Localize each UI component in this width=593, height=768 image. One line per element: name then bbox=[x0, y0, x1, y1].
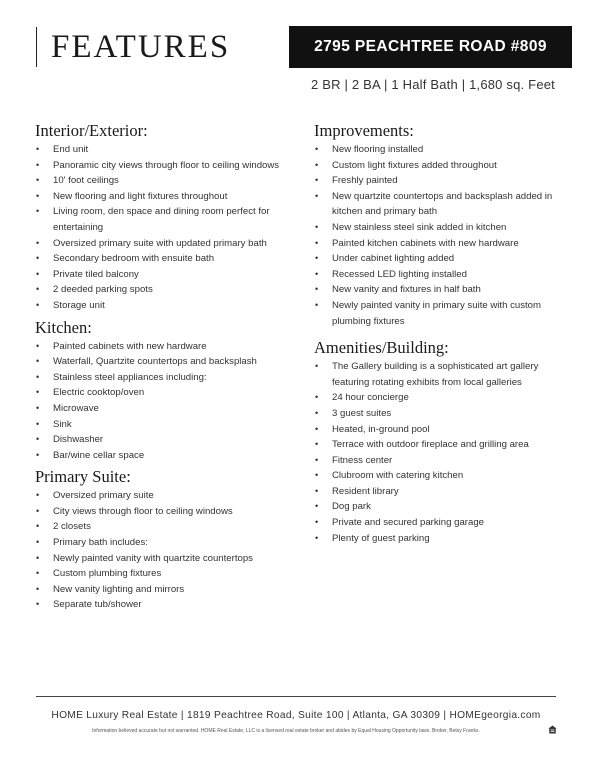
feature-list bbox=[35, 339, 290, 464]
address-text: 2795 PEACHTREE ROAD #809 bbox=[314, 38, 547, 55]
section-kitchen bbox=[35, 318, 290, 464]
list-item: • Primary bath includes: bbox=[35, 535, 290, 551]
list-item: • Clubroom with catering kitchen bbox=[314, 468, 564, 484]
list-item: • Painted cabinets with new hardware bbox=[35, 339, 290, 355]
list-item: • Storage unit bbox=[35, 298, 290, 314]
section-heading: Kitchen: bbox=[35, 317, 92, 337]
page-title: FEATURES bbox=[51, 29, 231, 65]
feature-list bbox=[314, 359, 564, 546]
feature-list bbox=[35, 488, 290, 613]
list-item: • Fitness center bbox=[314, 453, 564, 469]
section-interior-exterior bbox=[35, 121, 290, 314]
footer-disclaimer: Information believed accurate but not warranted. HOME Real Estate, LLC is a licensed real estate broker and abides by Equal Housing Opportunity laws. Broker, Betsy Franks. bbox=[92, 728, 480, 734]
list-item: • Custom plumbing fixtures bbox=[35, 566, 290, 582]
section-improvements bbox=[314, 121, 564, 329]
list-item: • 3 guest suites bbox=[314, 406, 564, 422]
list-item: • New flooring and light fixtures throughout bbox=[35, 189, 290, 205]
list-item: • Oversized primary suite bbox=[35, 488, 290, 504]
section-heading: Amenities/Building: bbox=[314, 338, 449, 358]
list-item: • Microwave bbox=[35, 401, 290, 417]
list-item: • New flooring installed bbox=[314, 142, 564, 158]
list-item: • New vanity lighting and mirrors bbox=[35, 582, 290, 598]
list-item: • Private tiled balcony bbox=[35, 267, 290, 283]
list-item: • Freshly painted bbox=[314, 173, 564, 189]
list-item: • New vanity and fixtures in half bath bbox=[314, 282, 564, 298]
title-divider bbox=[36, 27, 37, 67]
list-item: • New quartzite countertops and backsplash added in kitchen and primary bath bbox=[314, 189, 564, 220]
list-item: • Private and secured parking garage bbox=[314, 515, 564, 531]
list-item: • Stainless steel appliances including: bbox=[35, 370, 290, 386]
list-item: • Newly painted vanity with quartzite countertops bbox=[35, 551, 290, 567]
equal-housing-icon bbox=[548, 725, 557, 734]
section-amenities-building bbox=[314, 338, 564, 546]
list-item: • Newly painted vanity in primary suite with custom plumbing fixtures bbox=[314, 298, 564, 329]
list-item: • Dishwasher bbox=[35, 432, 290, 448]
list-item: • Separate tub/shower bbox=[35, 597, 290, 613]
footer-contact: HOME Luxury Real Estate | 1819 Peachtree Road, Suite 100 | Atlanta, GA 30309 | HOMEgeorgia.com bbox=[51, 710, 541, 721]
list-item: • Secondary bedroom with ensuite bath bbox=[35, 251, 290, 267]
footer-divider bbox=[36, 696, 556, 697]
feature-list bbox=[314, 142, 564, 329]
list-item: • Resident library bbox=[314, 484, 564, 500]
list-item: • The Gallery building is a sophisticated art gallery featuring rotating exhibits from local galleries bbox=[314, 359, 564, 390]
list-item: • New stainless steel sink added in kitchen bbox=[314, 220, 564, 236]
list-item: • Custom light fixtures added throughout bbox=[314, 158, 564, 174]
list-item: • Living room, den space and dining room perfect for entertaining bbox=[35, 204, 290, 235]
list-item: • Recessed LED lighting installed bbox=[314, 267, 564, 283]
list-item: • End unit bbox=[35, 142, 290, 158]
list-item: • Oversized primary suite with updated primary bath bbox=[35, 236, 290, 252]
list-item: • Panoramic city views through floor to ceiling windows bbox=[35, 158, 290, 174]
list-item: • 10' foot ceilings bbox=[35, 173, 290, 189]
list-item: • City views through floor to ceiling windows bbox=[35, 504, 290, 520]
section-heading: Improvements: bbox=[314, 121, 414, 140]
list-item: • Waterfall, Quartzite countertops and backsplash bbox=[35, 354, 290, 370]
list-item: • Dog park bbox=[314, 499, 564, 515]
left-column bbox=[35, 121, 290, 613]
list-item: • Heated, in-ground pool bbox=[314, 422, 564, 438]
section-heading: Interior/Exterior: bbox=[35, 121, 148, 140]
list-item: • Bar/wine cellar space bbox=[35, 448, 290, 464]
list-item: • Plenty of guest parking bbox=[314, 531, 564, 547]
property-specs: 2 BR | 2 BA | 1 Half Bath | 1,680 sq. Feet bbox=[311, 77, 555, 92]
section-primary-suite bbox=[35, 467, 290, 613]
feature-list bbox=[35, 142, 290, 314]
list-item: • Painted kitchen cabinets with new hardware bbox=[314, 236, 564, 252]
list-item: • Sink bbox=[35, 417, 290, 433]
address-banner bbox=[289, 26, 572, 68]
list-item: • 2 deeded parking spots bbox=[35, 282, 290, 298]
list-item: • Electric cooktop/oven bbox=[35, 385, 290, 401]
list-item: • Terrace with outdoor fireplace and grilling area bbox=[314, 437, 564, 453]
right-column bbox=[314, 121, 564, 546]
list-item: • 24 hour concierge bbox=[314, 390, 564, 406]
list-item: • Under cabinet lighting added bbox=[314, 251, 564, 267]
section-heading: Primary Suite: bbox=[35, 467, 131, 487]
list-item: • 2 closets bbox=[35, 519, 290, 535]
